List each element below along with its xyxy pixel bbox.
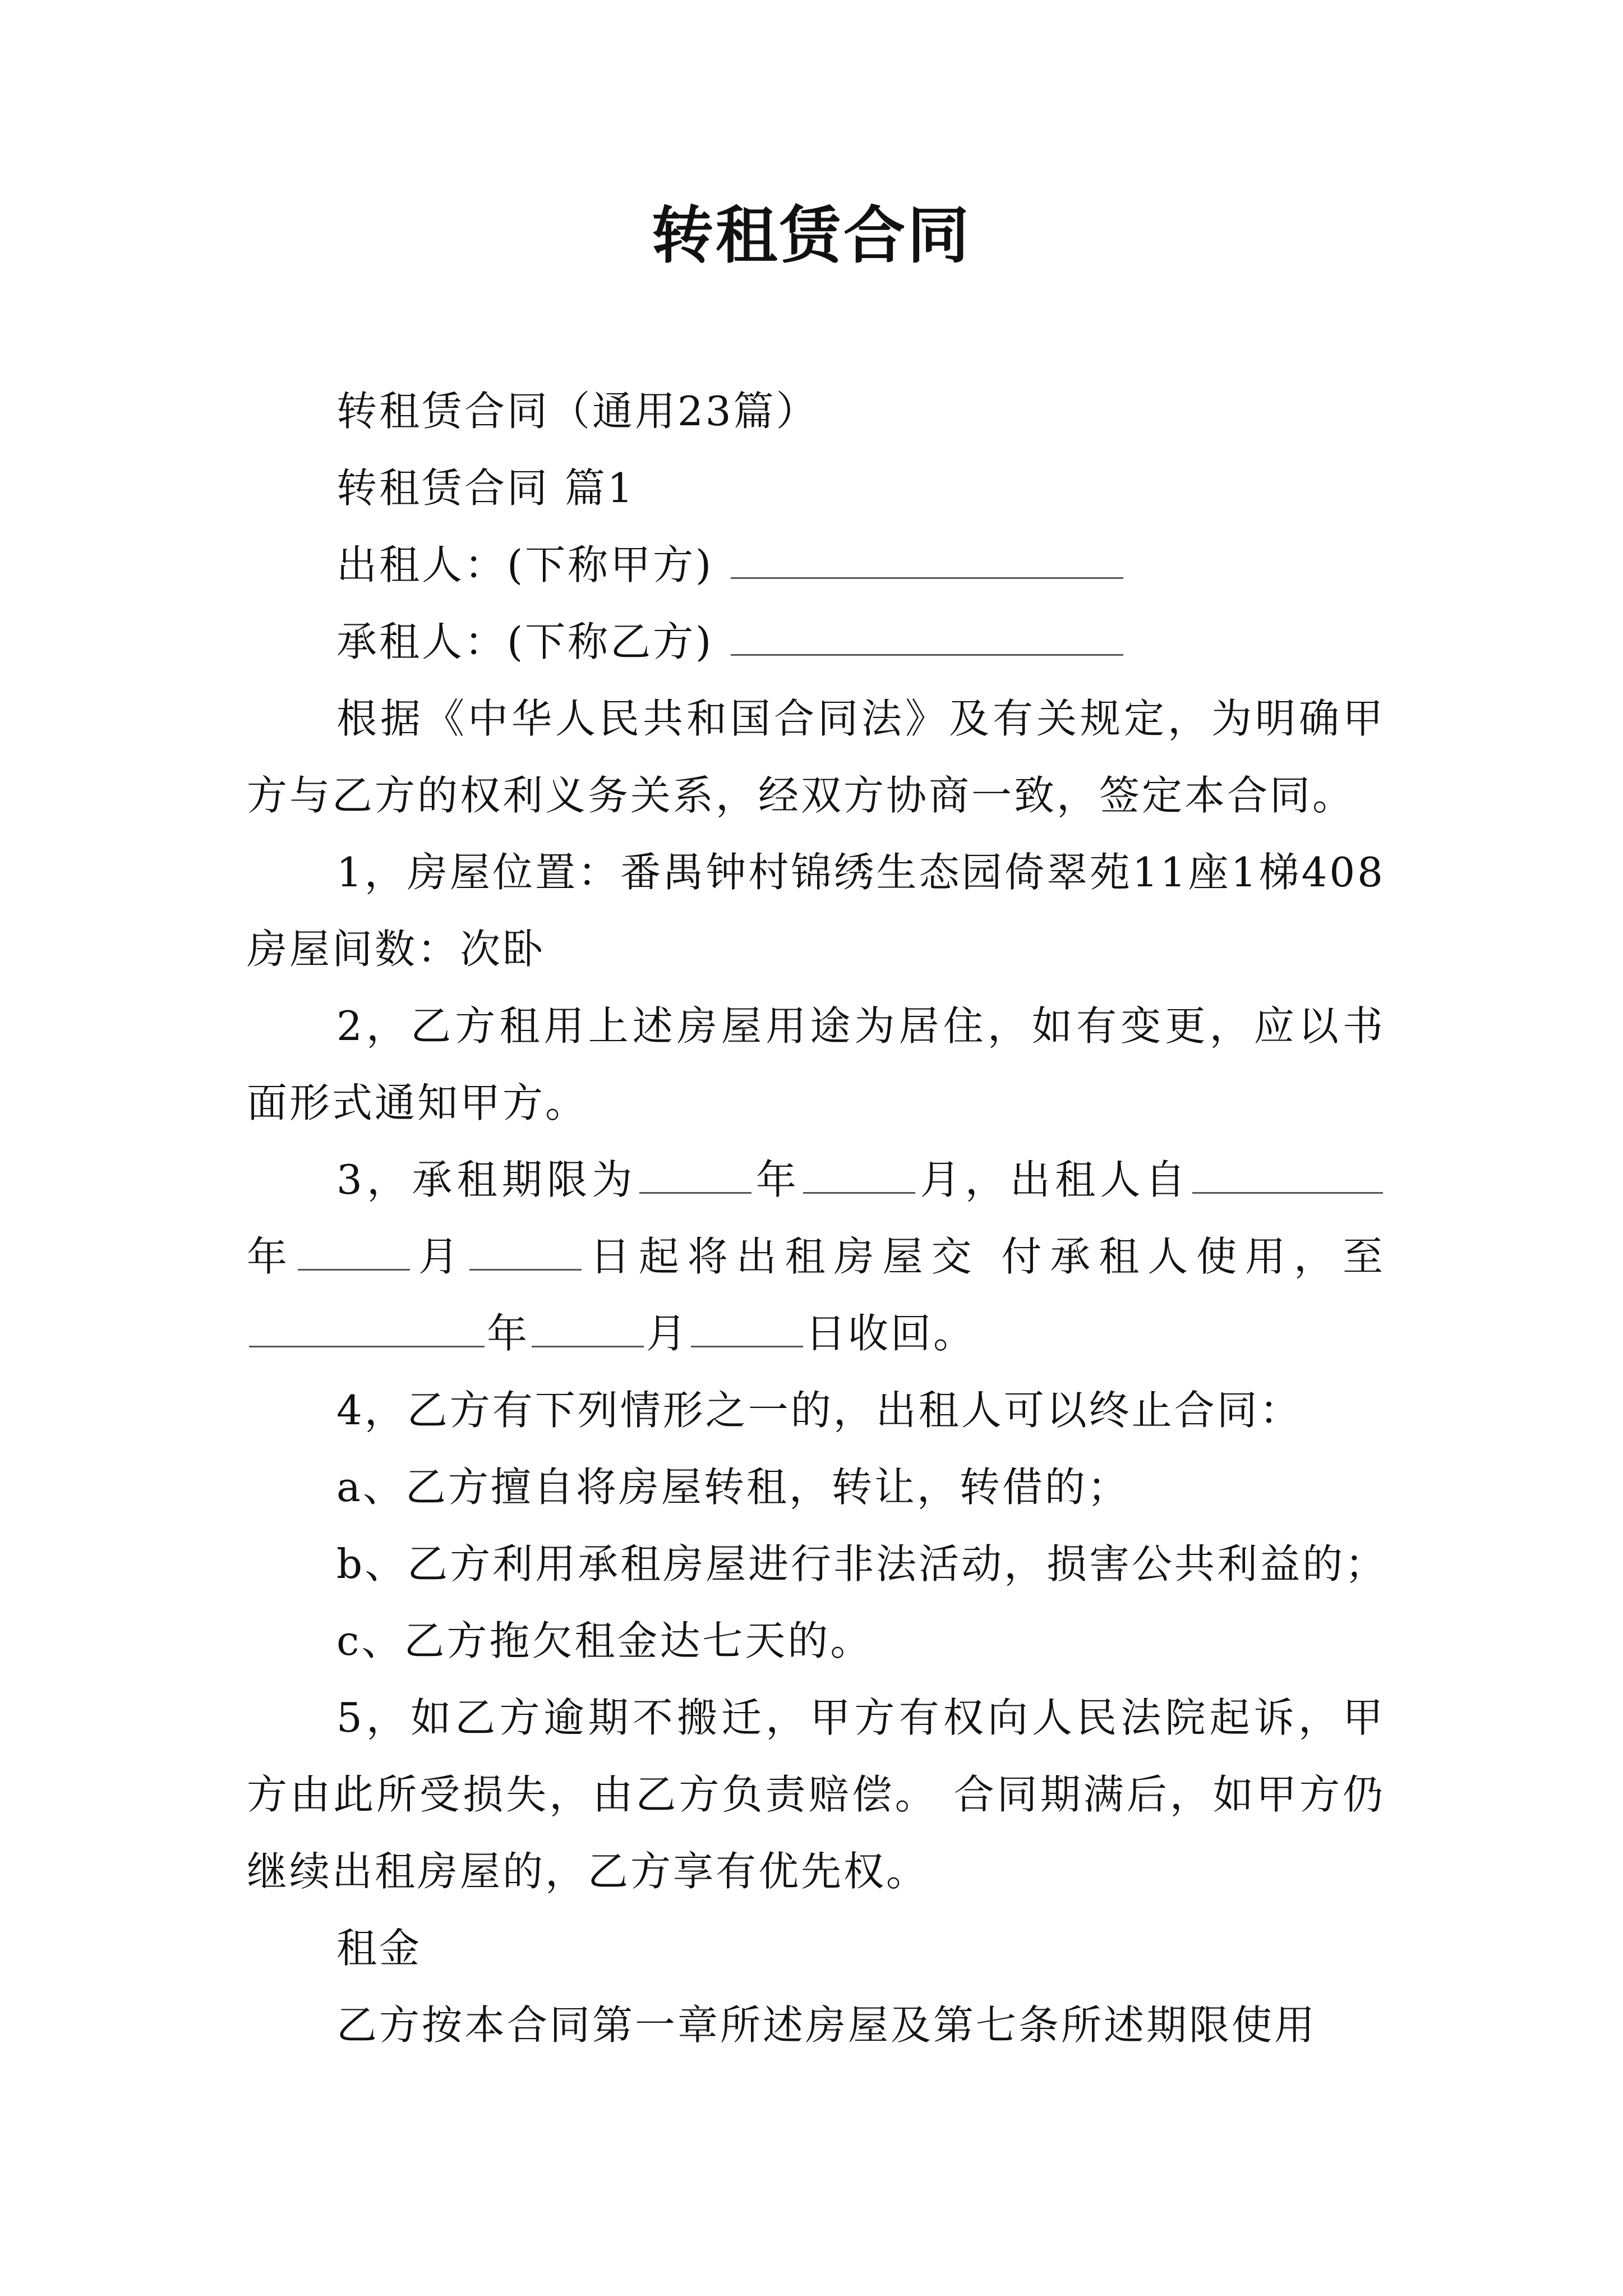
blank-field xyxy=(639,1156,751,1194)
document-title: 转租赁合同 xyxy=(652,199,971,272)
lessor-blank xyxy=(731,541,1123,579)
rent-paragraph: 乙方按本合同第一章所述房屋及第七条所述期限使用 xyxy=(336,2001,1317,2049)
blank-field xyxy=(298,1232,410,1271)
blank-field xyxy=(249,1309,485,1347)
clause-3-text: 日起将出租房屋交 付承租人使用，至 xyxy=(583,1233,1385,1280)
blank-field xyxy=(1192,1156,1383,1194)
clause-3-text: 年 xyxy=(487,1310,530,1357)
clause-3 xyxy=(247,1142,1385,1372)
clause-3-text: 月 xyxy=(646,1310,689,1357)
section-heading: 转租赁合同 篇1 xyxy=(336,464,635,512)
blank-field xyxy=(803,1156,915,1194)
clause-1: 1，房屋位置：番禺钟村锦绣生态园倚翠苑11座1梯408 房屋间数：次卧 xyxy=(247,849,1385,973)
clause-3-text: 月 xyxy=(412,1233,467,1280)
blank-field xyxy=(469,1232,582,1271)
lessor-line xyxy=(247,527,1385,604)
clause-4a: a、乙方擅自将房屋转租，转让，转借的； xyxy=(336,1464,1130,1511)
blank-field xyxy=(532,1309,644,1347)
blank-field xyxy=(691,1309,803,1347)
clause-5: 5，如乙方逾期不搬迁，甲方有权向人民法院起诉，甲方由此所受损失，由乙方负责赔偿。 合同期满后，如甲方仍继续出租房屋的，乙方享有优先权。 xyxy=(247,1694,1385,1895)
lessor-label: 出租人：(下称甲方) xyxy=(336,541,714,588)
lessee-blank xyxy=(731,618,1123,656)
clause-3-text: 月，出租人自 xyxy=(917,1156,1190,1203)
lessee-label: 承租人：(下称乙方) xyxy=(336,618,714,665)
lessee-line xyxy=(247,604,1385,680)
clause-3-text: 日收回。 xyxy=(805,1310,976,1357)
clause-4c: c、乙方拖欠租金达七天的。 xyxy=(336,1617,873,1664)
clause-2: 2，乙方租用上述房屋用途为居住，如有变更，应以书面形式通知甲方。 xyxy=(247,1002,1385,1126)
clause-4b: b、乙方利用承租房屋进行非法活动，损害公共利益的； xyxy=(336,1540,1388,1588)
intro-paragraph: 根据《中华人民共和国合同法》及有关规定，为明确甲方与乙方的权利义务关系，经双方协商一致，签定本合同。 xyxy=(247,695,1385,819)
clause-3-text: 年 xyxy=(247,1233,296,1280)
document-subtitle: 转租赁合同（通用23篇） xyxy=(336,388,819,435)
clause-3-text: 3，承租期限为 xyxy=(336,1156,637,1203)
clause-3-text: 年 xyxy=(753,1156,801,1203)
clause-4: 4，乙方有下列情形之一的，出租人可以终止合同： xyxy=(336,1387,1302,1434)
document-body xyxy=(247,373,1388,2064)
rent-heading: 租金 xyxy=(336,1925,422,1972)
